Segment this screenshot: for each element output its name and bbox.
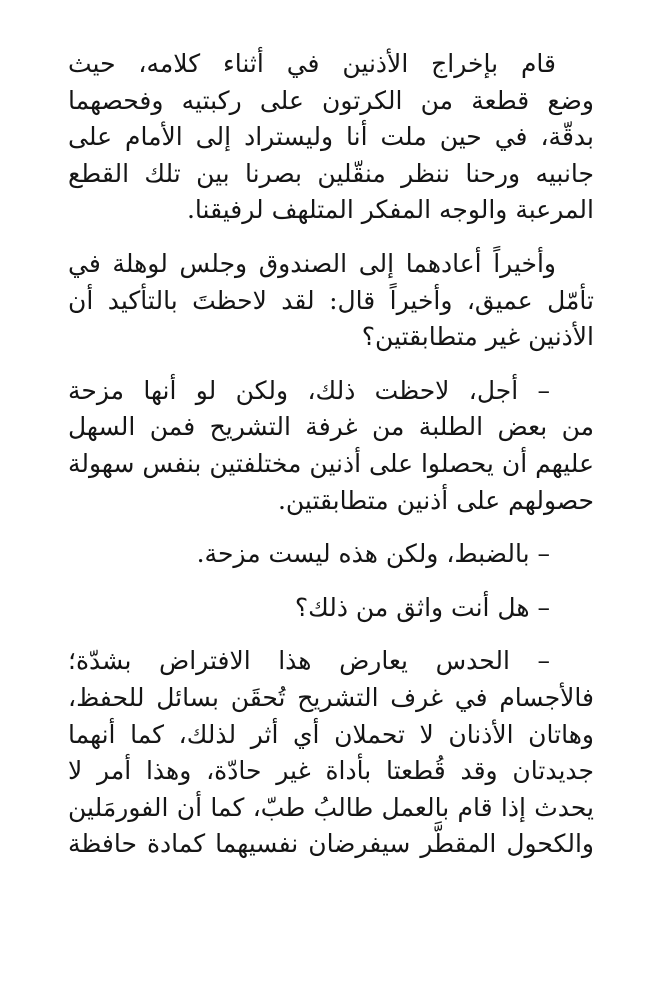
- text-line: المرعبة والوجه المفكر المتلهف لرفيقنا.: [186, 195, 594, 225]
- text-line: يحدث إذا قام بالعمل طالبُ طبّ، كما أن الفورمَلين: [68, 792, 594, 822]
- text-line: جديدتان وقد قُطعتا بأداة غير حادّة، وهذا أمر لا: [68, 756, 594, 786]
- text-line: – أجل، لاحظت ذلك، ولكن لو أنها مزحة: [68, 375, 550, 405]
- dialogue-paragraph: [68, 536, 594, 573]
- text-line: وضع قطعة من الكرتون على ركبتيه وفحصهما: [68, 85, 594, 115]
- text-line: تأمّل عميق، وأخيراً قال: لقد لاحظتَ بالتأكيد أن: [68, 285, 594, 315]
- dialogue-paragraph: [68, 373, 594, 519]
- book-page: [68, 46, 594, 880]
- text-line: – هل أنت واثق من ذلك؟: [294, 592, 550, 622]
- dialogue-paragraph: [68, 590, 594, 627]
- text-line: قام بإخراج الأذنين في أثناء كلامه، حيث: [68, 49, 556, 78]
- dialogue-paragraph: [68, 643, 594, 863]
- text-line: – بالضبط، ولكن هذه ليست مزحة.: [196, 539, 550, 569]
- text-line: فالأجسام في غرف التشريح تُحقَن بسائل للحفظ،: [68, 682, 594, 712]
- text-line: وأخيراً أعادهما إلى الصندوق وجلس لوهلة في: [68, 248, 556, 278]
- text-line: جانبيه ورحنا ننظر منقّلين بصرنا بين تلك القطع: [68, 158, 594, 188]
- text-line: بدقّة، في حين ملت أنا وليستراد إلى الأمام على: [68, 122, 594, 152]
- paragraph: [68, 46, 594, 229]
- paragraph: [68, 246, 594, 356]
- text-line: والكحول المقطَّر سيفرضان نفسيهما كمادة حافظة: [68, 829, 594, 859]
- text-line: من بعض الطلبة من غرفة التشريح فمن السهل: [68, 412, 594, 442]
- text-line: – الحدس يعارض هذا الافتراض بشدّة؛: [68, 646, 550, 676]
- text-line: وهاتان الأذنان لا تحملان أي أثر لذلك، كما أنهما: [68, 719, 594, 749]
- text-line: الأذنين غير متطابقتين؟: [361, 322, 594, 352]
- text-line: عليهم أن يحصلوا على أذنين مختلفتين بنفس سهولة: [68, 448, 594, 478]
- text-line: حصولهم على أذنين متطابقتين.: [277, 485, 594, 515]
